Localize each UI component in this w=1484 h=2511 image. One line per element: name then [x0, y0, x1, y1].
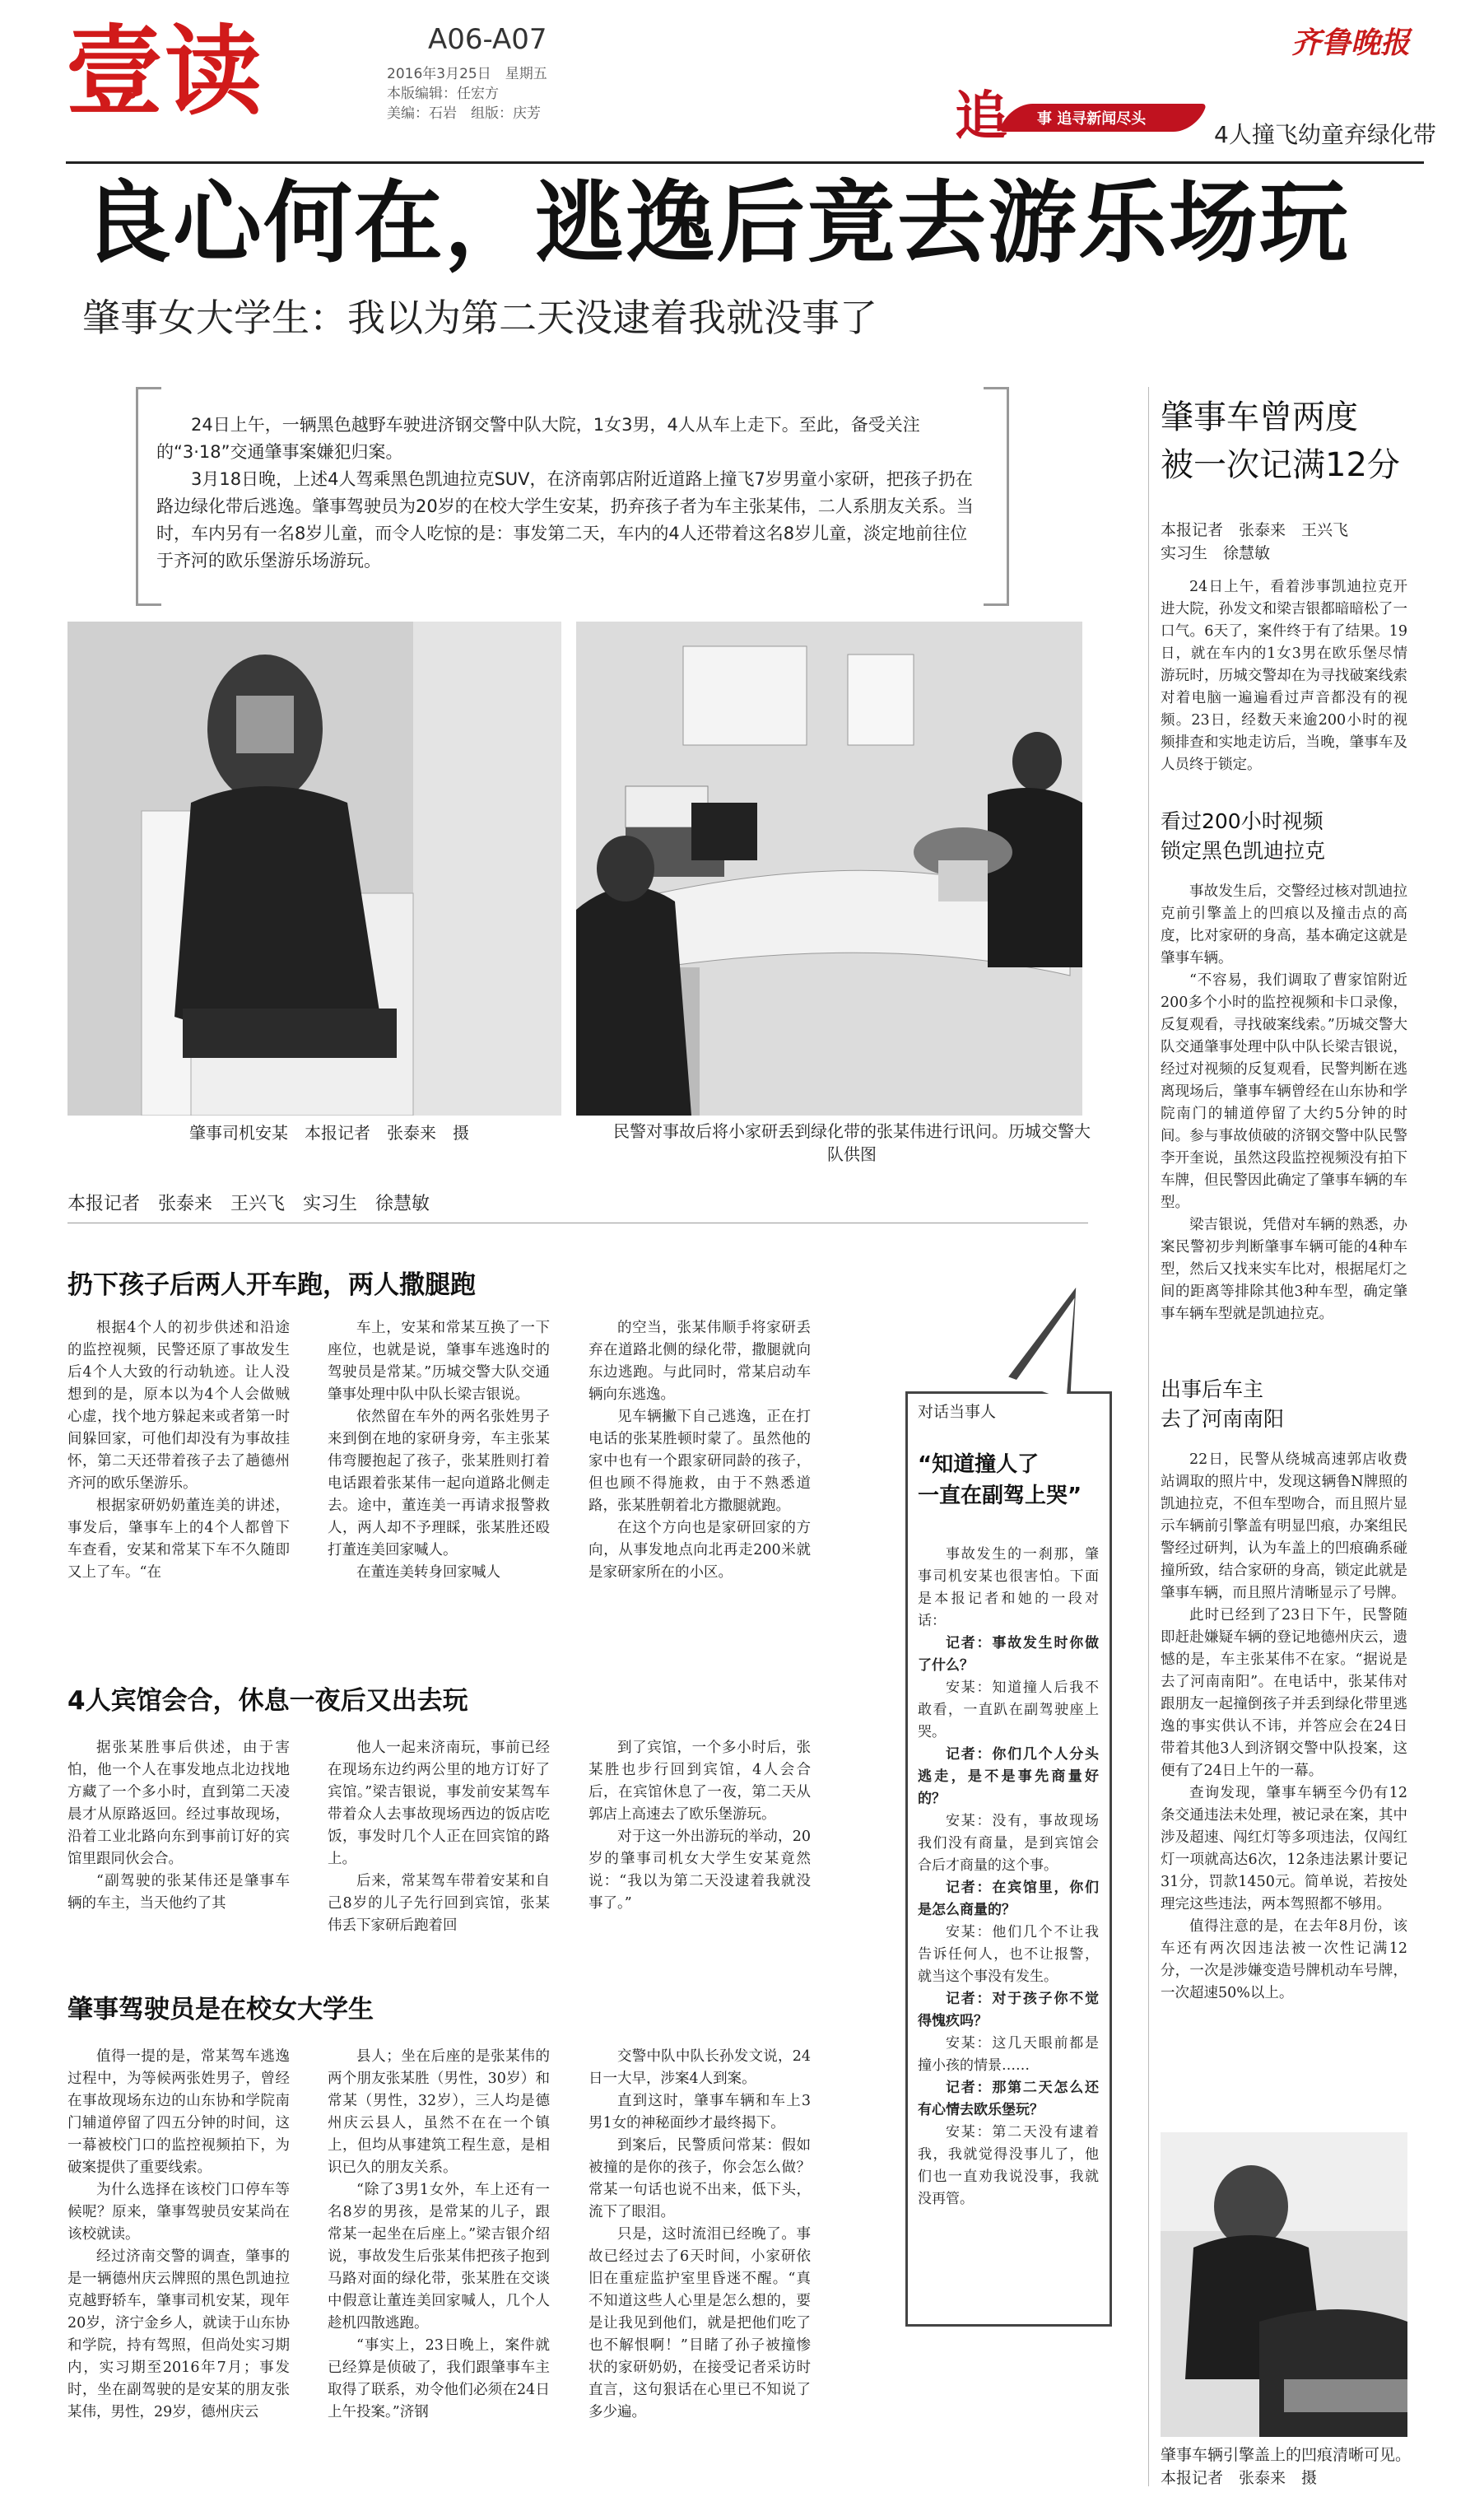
page-meta [387, 64, 547, 123]
paragraph: 值得一提的是，常某驾车逃逸过程中，为等候两张姓男子，曾经在事故现场东边的山东协和学院南门辅道停留了四五分钟的时间，这一幕被校门口的监控视频拍下，为破案提供了重要线索。 [67, 2048, 290, 2176]
dialogue-question: 记者：那第二天怎么还有心情去欧乐堡玩？ [918, 2080, 1099, 2118]
photo-driver [67, 622, 561, 1116]
section-column [67, 2046, 290, 2490]
section-column [328, 1317, 550, 1655]
paragraph: “不容易，我们调取了曹家馆附近200多个小时的监控视频和卡口录像，反复观看，寻找破案线索。”历城交警大队交通肇事处理中队中队长梁吉银说，经过对视频的反复观看，民警判断在逃离现场后，肇事车辆曾经在山东协和学院南门的辅道停留了大约5分钟的时间。参与事故侦破的济钢交警中队民警李开奎说，虽然这段监控视频没有拍下车牌，但民警因此确定了肇事车辆的车型。 [1161, 972, 1407, 1211]
lead-bracket-right [984, 387, 1009, 606]
paragraph: “事实上，23日晚上，案件就已经算是侦破了，我们跟肇事车主取得了联系，劝令他们必须在24日上午投案。”济钢 [328, 2337, 550, 2420]
sidebar-title [1161, 394, 1400, 489]
paragraph: 据张某胜事后供述，由于害怕，他一个人在事发地点北边找地方藏了一个多小时，直到第二天凌晨才从原路返回。经过事故现场，沿着工业北路向东到事前订好的宾馆里跟同伙会合。 [67, 1740, 290, 1867]
dialogue-title [918, 1449, 1082, 1512]
photo-car-hood [1161, 2132, 1407, 2437]
sidebar-byline-line: 本报记者 张泰来 王兴飞 [1161, 521, 1349, 539]
paragraph: 依然留在车外的两名张姓男子来到倒在地的家研身旁，车主张某伟弯腰抱起了孩子，张某胜则打着电话跟着张某伟一起向道路北侧走去。途中，董连美一再请求报警救人，两人却不予理睬，张某胜还殴打董连美回家喊人。 [328, 1409, 550, 1558]
section-title: 4人宾馆会合，休息一夜后又出去玩 [67, 1686, 468, 1716]
lead-paragraph: 24日上午，一辆黑色越野车驶进济钢交警中队大院，1女3男，4人从车上走下。至此，备受关注的“3·18”交通肇事案嫌犯归案。 [156, 415, 920, 462]
dialogue-question: 记者：你们几个人分头逃走，是不是事先商量好的？ [918, 1746, 1099, 1807]
dialogue-body [918, 1544, 1099, 2301]
photo-interrogation-caption: 民警对事故后将小家研丢到绿化带的张某伟进行讯问。历城交警大队供图 [613, 1121, 1091, 1164]
paragraph: 交警中队中队长孙发文说，24日一大早，涉案4人到案。 [588, 2048, 811, 2087]
page-title: 良心何在，逃逸后竟去游乐场玩 [82, 172, 1351, 275]
paragraph: 直到这时，肇事车辆和车上3男1女的神秘面纱才最终揭下。 [588, 2093, 811, 2131]
dialogue-intro: 事故发生的一刹那，肇事司机安某也很害怕。下面是本报记者和她的一段对话： [918, 1546, 1099, 1629]
sidebar-byline [1161, 519, 1348, 565]
paragraph: 的空当，张某伟顺手将家研丢弃在道路北侧的绿化带，撒腿就向东边逃跑。与此同时，常某启动车辆向东逃逸。 [588, 1320, 811, 1403]
paragraph: 后来，常某驾车带着安某和自己8岁的儿子先行回到宾馆，张某伟丢下家研后跑着回 [328, 1873, 550, 1934]
sidebar-section [1161, 1449, 1407, 2124]
section-column [67, 1317, 290, 1655]
sidebar-byline-line: 实习生 徐慧敏 [1161, 544, 1271, 562]
photo-car-hood-caption: 肇事车辆引擎盖上的凹痕清晰可见。本报记者 张泰来 摄 [1161, 2446, 1412, 2487]
paragraph: 24日上午，看着涉事凯迪拉克开进大院，孙发文和梁吉银都暗暗松了一口气。6天了，案件终于有了结果。19日，就在车内的1女3男在欧乐堡尽情游玩时，历城交警却在为寻找破案线索对着电脑一遍遍看过声音都没有的视频。23日，经数天来逾200小时的视频排查和实地走访后，当晚，肇事车及人员终于锁定。 [1161, 579, 1407, 773]
sidebar-subtitle-line: 去了河南南阳 [1161, 1407, 1285, 1431]
paragraph: 22日，民警从绕城高速郭店收费站调取的照片中，发现这辆鲁N牌照的凯迪拉克，不但车型吻合，而且照片显示车辆前引擎盖有明显凹痕，办案组民警经过研判，认为车盖上的凹痕确系碰撞所致，结合家研的身高，锁定此就是肇事车辆，而且照片清晰显示了号牌。 [1161, 1451, 1407, 1601]
dialogue-answer: 安某：他们几个不让我告诉任何人，也不让报警，就当这个事没有发生。 [918, 1924, 1099, 1985]
dialogue-title-line: 一直在副驾上哭” [918, 1484, 1082, 1508]
section-title: 肇事驾驶员是在校女大学生 [67, 1995, 374, 2024]
paragraph: 对于这一外出游玩的举动，20岁的肇事司机女大学生安某竟然说：“我以为第二天没逮着我就没事了。” [588, 1829, 811, 1912]
paragraph: 见车辆撇下自己逃逸，正在打电话的张某胜顿时蒙了。虽然他的家中也有一个跟家研同龄的孩子，但也顾不得施救，由于不熟悉道路，张某胜朝着北方撒腿就跑。 [588, 1409, 811, 1514]
sidebar-section [1161, 881, 1407, 1375]
paragraph: 梁吉银说，凭借对车辆的熟悉，办案民警初步判断肇事车辆可能的4种车型，然后又找来实车比对，根据尾灯之间的距离等排除其他3种车型，确定肇事车辆车型就是凯迪拉克。 [1161, 1217, 1407, 1322]
section-title: 扔下孩子后两人开车跑，两人撒腿跑 [67, 1270, 476, 1300]
sidebar-intro [1161, 576, 1407, 799]
page-range: A06-A07 [428, 23, 547, 56]
paragraph: 到了宾馆，一个多小时后，张某胜也步行回到宾馆，4人会合后，在宾馆休息了一夜，第二天从郭店上高速去了欧乐堡游玩。 [588, 1740, 811, 1823]
paragraph: 车上，安某和常某互换了一下座位，也就是说，肇事车逃逸时的驾驶员是常某。”历城交警大队交通肇事处理中队中队长梁吉银说。 [328, 1320, 550, 1403]
paragraph: 此时已经到了23日下午，民警随即赶赴嫌疑车辆的登记地德州庆云，遗憾的是，车主张某伟不在家。“据说是去了河南南阳”。在电话中，张某伟对跟朋友一起撞倒孩子并丢到绿化带里逃逸的事实供认不讳，并答应会在24日带着其他3人到济钢交警中队投案，这便有了24日上午的一幕。 [1161, 1607, 1407, 1779]
paragraph: “除了3男1女外，车上还有一名8岁的男孩，是常某的儿子，跟常某一起坐在后座上。”梁吉银介绍说，事故发生后张某伟把孩子抱到马路对面的绿化带，张某胜在交谈中假意让董连美回家喊人，几个人趁机四散逃跑。 [328, 2182, 550, 2332]
section-column [328, 1737, 550, 1959]
dialogue-question: 记者：对于孩子你不觉得愧疚吗？ [918, 1991, 1099, 2029]
editor-credit: 本版编辑：任宏方 [387, 86, 499, 102]
paragraph: 根据4个人的初步供述和沿途的监控视频，民警还原了事故发生后4个人大致的行动轨迹。让人没想到的是，原本以为4个人会做贼心虚，找个地方躲起来或者第一时间躲回家，可他们却没有为事故挂怀，第二天还带着孩子去了趟德州齐河的欧乐堡游乐。 [67, 1320, 290, 1492]
photo-interrogation [576, 622, 1082, 1116]
paragraph: 只是，这时流泪已经晚了。事故已经过去了6天时间，小家研依旧在重症监护室里昏迷不醒。“真不知道这些人心里是怎么想的，要是让我见到他们，就是把他们吃了也不解恨啊！”目睹了孙子被撞惨状的家研奶奶，在接受记者采访时直言，这句狠话在心里已不知说了多少遍。 [588, 2226, 811, 2420]
photo-driver-caption: 肇事司机安某 本报记者 张泰来 摄 [189, 1123, 469, 1143]
issue-date: 2016年3月25日 星期五 [387, 66, 547, 82]
paragraph: 在这个方向也是家研回家的方向，从事发地点向北再走200米就是家研家所在的小区。 [588, 1520, 811, 1581]
dialogue-answer: 安某：没有，事故现场我们没有商量，是到宾馆会合后才商量的这个事。 [918, 1813, 1099, 1874]
sidebar-subtitle-line: 看过200小时视频 [1161, 809, 1324, 833]
dialogue-answer: 安某：这几天眼前都是撞小孩的情景…… [918, 2035, 1099, 2074]
section-column [588, 1737, 811, 1959]
sidebar-subtitle [1161, 1375, 1284, 1434]
paragraph: 值得注意的是，在去年8月份，该车还有两次因违法被一次性记满12分，一次是涉嫌变造号牌机动车号牌，一次超速50%以上。 [1161, 1918, 1407, 2001]
sidebar-subtitle-line: 锁定黑色凯迪拉克 [1161, 839, 1326, 863]
paragraph: 事故发生后，交警经过核对凯迪拉克前引擎盖上的凹痕以及撞击点的高度，比对家研的身高，基本确定这就是肇事车辆。 [1161, 883, 1407, 967]
sidebar-rule [1148, 387, 1149, 2486]
header-rule [66, 161, 1424, 164]
photo-driver-illustration [67, 622, 561, 1116]
lead-paragraph: 3月18日晚，上述4人驾乘黑色凯迪拉克SUV，在济南郭店附近道路上撞飞7岁男童小家研，把孩子扔在路边绿化带后逃逸。肇事驾驶员为20岁的在校大学生安某，扔弃孩子者为车主张某伟，二人系朋友关系。当时，车内另有一名8岁儿童，而令人吃惊的是：事发第二天，车内的4人还带着这名8岁儿童，淡定地前往位于齐河的欧乐堡游乐场游玩。 [156, 469, 974, 571]
dialogue-answer: 安某：第二天没有逮着我，我就觉得没事儿了，他们也一直劝我说没事，我就没再管。 [918, 2124, 1099, 2207]
dialogue-question: 记者：事故发生时你做了什么？ [918, 1635, 1099, 1674]
sidebar-title-line: 被一次记满12分 [1161, 446, 1400, 484]
sidebar-title-line: 肇事车曾两度 [1161, 398, 1358, 436]
paragraph: 到案后，民警质问常某：假如被撞的是你的孩子，你会怎么做？常某一句话也说不出来，低下头，流下了眼泪。 [588, 2137, 811, 2220]
design-credit: 美编：石岩 组版：庆芳 [387, 105, 541, 122]
photo-interrogation-illustration [576, 622, 1082, 1116]
paragraph: 经过济南交警的调查，肇事的是一辆德州庆云牌照的黑色凯迪拉克越野轿车，肇事司机安某，现年20岁，济宁金乡人，就读于山东协和学院，持有驾照，但尚处实习期内，实习期至2016年7月；事发时，坐在副驾驶的是安某的朋友张某伟，男性，29岁，德州庆云 [67, 2248, 290, 2420]
paragraph: 根据家研奶奶董连美的讲述，事发后，肇事车上的4个人都曾下车查看，安某和常某下车不久随即又上了车。“在 [67, 1498, 290, 1581]
column-logo-char: 追 [955, 86, 1007, 147]
photo-car-hood-illustration [1161, 2132, 1407, 2437]
dialogue-question: 记者：在宾馆里，你们是怎么商量的？ [918, 1880, 1099, 1918]
dialogue-header: 对话当事人 [918, 1403, 997, 1421]
sidebar-subtitle [1161, 807, 1325, 866]
sidebar-subtitle-line: 出事后车主 [1161, 1377, 1264, 1401]
paragraph: 为什么选择在该校门口停车等候呢？原来，肇事驾驶员安某尚在该校就读。 [67, 2182, 290, 2243]
section-column [588, 2046, 811, 2490]
paragraph: 他人一起来济南玩，事前已经在现场东边约两公里的地方订好了宾馆。”梁吉银说，事发前安某驾车带着众人去事故现场西边的饭店吃饭，事发时几个人正在回宾馆的路上。 [328, 1740, 550, 1867]
newspaper-masthead: 齐鲁晚报 [1291, 26, 1410, 60]
paragraph: 在董连美转身回家喊人 [356, 1564, 500, 1581]
paragraph: 县人；坐在后座的是张某伟的两个朋友张某胜（男性，30岁）和常某（男性，32岁），三人均是德州庆云县人，虽然不在在一个镇上，但均从事建筑工程生意，是相识已久的朋友关系。 [328, 2048, 550, 2176]
article-byline: 本报记者 张泰来 王兴飞 实习生 徐慧敏 [67, 1194, 430, 1214]
column-logo-sub: 事 追寻新闻尽头 [1037, 110, 1147, 128]
paragraph: 查询发现，肇事车辆至今仍有12条交通违法未处理，被记录在案，其中涉及超速、闯红灯等多项违法，仅闯红灯一项就高达6次，12条违法累计要记31分，罚款1450元。简单说，若按处理完这些违法，两本驾照都不够用。 [1161, 1785, 1407, 1912]
dialogue-title-line: “知道撞人了 [918, 1452, 1040, 1477]
story-kicker: 4人撞飞幼童弃绿化带 [1214, 121, 1436, 148]
lead-paragraphs [156, 412, 979, 575]
section-column [328, 2046, 550, 2490]
section-column [588, 1317, 811, 1655]
section-column [67, 1737, 290, 1959]
section-brand: 壹读 [66, 15, 264, 128]
page-subtitle: 肇事女大学生：我以为第二天没逮着我就没事了 [82, 296, 877, 340]
dialogue-answer: 安某：知道撞人后我不敢看，一直趴在副驾驶座上哭。 [918, 1679, 1099, 1740]
paragraph: “副驾驶的张某伟还是肇事车辆的车主，当天他约了其 [67, 1873, 290, 1912]
column-logo [955, 74, 1202, 156]
